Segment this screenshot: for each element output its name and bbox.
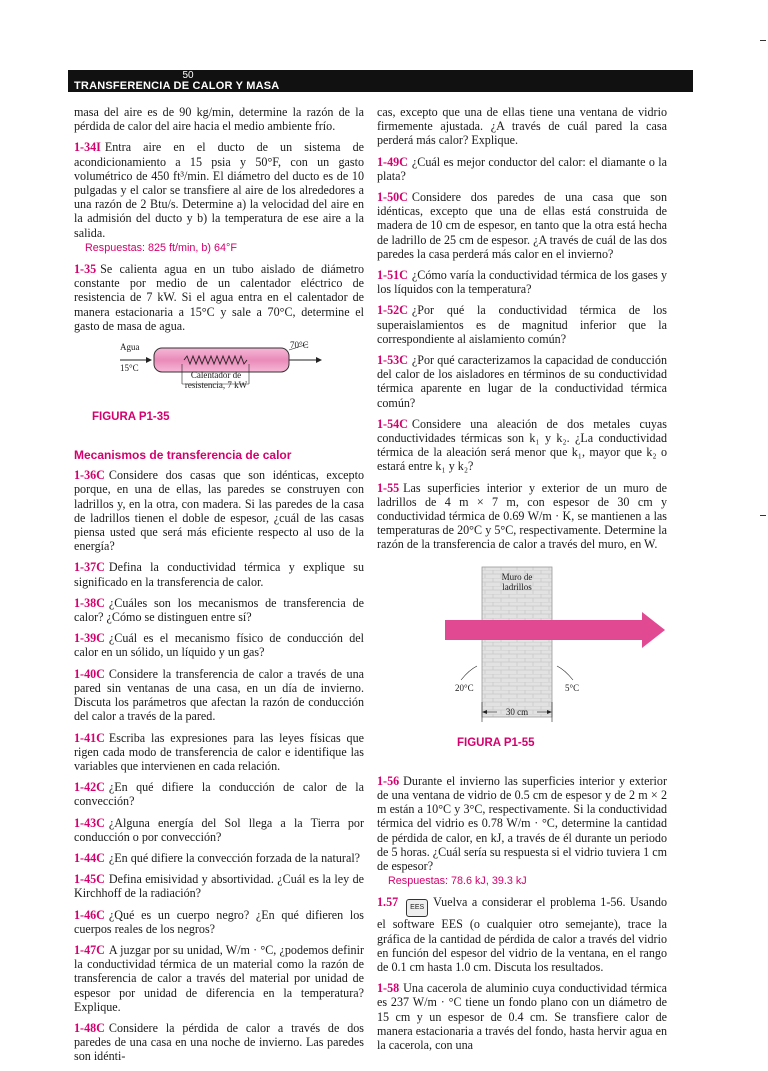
problem-text: Considere dos casas que son idénticas, excepto porque, en una de ellas, las paredes se construyen con ladrillos y, en la otra, con madera. Si las paredes de la casa de ladrillos tienen el doble de espesor, ¿cuál de las casas piensa usted que será más eficiente respecto al uso de la energía? [74, 468, 364, 554]
problem-text: Entra aire en el ducto de un sistema de acondicionamiento a 15 psia y 50°F, con un gasto volumétrico de 450 ft³/min. El diámetro del ducto es de 10 pulgadas y el calor se transfiere al aire de los alrededores a una razón de 2 Btu/s. Determine a) la velocidad del aire en la admisión del ducto y b) la temperatura de ese aire a la salida. [74, 140, 364, 240]
problem-1-58 [377, 981, 667, 1052]
problem-text: Considere dos paredes de una casa que son idénticas, excepto que una de ellas está construida de madera de 10 cm de espesor, en tanto que la otra está hecha de ladrillo de 25 cm de espesor. ¿A través de cuál de las dos paredes la casa perderá más calor en el invierno? [377, 190, 667, 261]
problem-number: 1.57 [377, 895, 399, 910]
page-number: 50 [182, 70, 194, 81]
answer-value: 825 ft/min, b) 64°F [148, 241, 237, 254]
problem-text: Considere la pérdida de calor a través de dos paredes de una casa en una noche de invierno. Las paredes son idénti- [74, 1020, 364, 1064]
problem-1-40 [74, 667, 364, 724]
problem-number: 1-40C [74, 666, 105, 681]
water-label: Agua [120, 342, 140, 353]
problem-1-44 [74, 851, 364, 865]
problem-1-37 [74, 560, 364, 588]
problem-1-46 [74, 908, 364, 936]
heater-label [174, 370, 258, 390]
problem-1-42 [74, 780, 364, 808]
answer-line [85, 241, 364, 255]
problem-number: 1-56 [377, 773, 400, 788]
problem-number: 1-55 [377, 480, 400, 495]
problem-number: 1-34I [74, 140, 101, 155]
problem-1-55 [377, 481, 667, 552]
problem-1-38 [74, 596, 364, 624]
problem-1-36 [74, 468, 364, 553]
problem-number: 1-47C [74, 942, 105, 957]
figure-caption: FIGURA P1-35 [92, 411, 170, 424]
problem-number: 1-38C [74, 595, 105, 610]
inlet-temp-label: 15°C [120, 363, 139, 374]
problem-text: ¿Cómo varía la conductividad térmica de los gases y los líquidos con la temperatura? [377, 268, 667, 297]
heater-label-line2: resistencia, 7 kW [184, 380, 248, 391]
problem-1-34 [74, 140, 364, 239]
problem-text: ¿Cuáles son los mecanismos de transferencia de calor? ¿Cómo se distinguen entre sí? [74, 595, 364, 625]
page-header [68, 70, 693, 92]
left-column [74, 105, 364, 1071]
page-title: TRANSFERENCIA DE CALOR Y MASA [74, 80, 280, 92]
problem-text: A juzgar por su unidad, W/m · °C, ¿podemos definir la conductividad térmica de un material como la razón de transferencia de calor a través del material por unidad de espesor por unidad de diferencia en la temperatura? Explique. [74, 942, 364, 1014]
thickness-label: 30 cm [505, 706, 529, 717]
problem-text: Una cacerola de aluminio cuya conductividad térmica es 237 W/m · °C tiene un fondo plano con un diámetro de 15 cm y un espesor de 0.4 cm. Se transfiere calor de manera estacionaria a través del fondo, hasta hervir agua en la cacerola, con una [377, 981, 667, 1052]
wall-label-line1: Muro de [501, 571, 533, 582]
section-heading: Mecanismos de transferencia de calor [74, 448, 292, 463]
problem-number: 1-53C [377, 353, 408, 368]
problem-text: Defina emisividad y absortividad. ¿Cuál es la ley de Kirchhoff de la radiación? [74, 872, 364, 901]
answer-value: 78.6 kJ, 39.3 kJ [451, 875, 527, 888]
problem-continuation: cas, excepto que una de ellas tiene una ventana de vidrio firmemente ajustada. ¿A través de cuál pared la casa perderá más calor? Explique. [377, 105, 667, 148]
problem-1-35 [74, 262, 364, 333]
problem-text: ¿Qué es un cuerpo negro? ¿En qué difieren los cuerpos reales de los negros? [74, 907, 364, 936]
outlet-temp-label: 70°C [290, 340, 309, 351]
problem-text: Escriba las expresiones para las leyes físicas que rigen cada modo de transferencia de calor e identifique las variables que intervienen en cada relación. [74, 730, 364, 773]
problem-text: ¿Alguna energía del Sol llega a la Tierra por conducción o por convección? [74, 815, 364, 844]
problem-1-54 [377, 417, 667, 474]
page-edge-mark [760, 40, 766, 41]
wall-label-line2: ladrillos [502, 581, 532, 592]
wall-label [482, 572, 552, 592]
problem-number: 1-52C [377, 303, 408, 318]
problem-number: 1-46C [74, 907, 105, 922]
problem-1-52 [377, 303, 667, 346]
problem-number: 1-42C [74, 780, 105, 795]
page-edge-mark [760, 515, 766, 516]
problem-number: 1-49C [377, 154, 408, 169]
problem-1-43 [74, 816, 364, 844]
figure-caption: FIGURA P1-55 [457, 736, 535, 749]
problem-text: ¿En qué difiere la convección forzada de la natural? [108, 850, 361, 865]
answer-label: Respuestas: [388, 875, 449, 888]
problem-number: 1-51C [377, 268, 408, 283]
problem-1-53 [377, 353, 667, 410]
problem-1-49 [377, 155, 667, 183]
problem-text: ¿Cuál es mejor conductor del calor: el diamante o la plata? [377, 154, 667, 183]
problem-text: Considere una aleación de dos metales cuyas conductividades térmicas son k₁ y k₂. ¿La conductividad térmica de la aleación será menor que k₁, mayor que k₂ o estará entre k₁ y k₂? [377, 416, 667, 474]
problem-number: 1-45C [74, 872, 105, 887]
problem-number: 1-35 [74, 262, 97, 277]
figure-p1-35 [74, 340, 364, 432]
problem-number: 1-50C [377, 190, 408, 205]
problem-text: Defina la conductividad térmica y explique su significado en la transferencia de calor. [74, 560, 364, 589]
heater-label-line1: Calentador de [190, 370, 242, 381]
problem-1-50 [377, 190, 667, 261]
problem-1-45 [74, 872, 364, 900]
problem-1-47 [74, 943, 364, 1014]
software-icon: EES [406, 899, 428, 917]
answer-line [388, 874, 667, 888]
problem-number: 1-48C [74, 1020, 105, 1035]
problem-text: ¿Por qué la conductividad térmica de los superaislamientos es de magnitud inferior que la correspondiente al aislamiento común? [377, 303, 667, 346]
right-column [377, 105, 667, 1059]
problem-1-57 [377, 895, 667, 974]
problem-number: 1-43C [74, 815, 105, 830]
problem-1-48 [74, 1021, 364, 1064]
problem-text: Las superficies interior y exterior de un muro de ladrillos de 4 m × 7 m, con espesor de 30 cm y conductividad térmica de 0.69 W/m · K, se mantienen a las temperaturas de 20°C y 5°C, respectivamente. Determine la razón de la transferencia de calor a través del muro, en W. [377, 480, 667, 552]
problem-text: ¿Por qué caracterizamos la capacidad de conducción del calor de los aisladores en términos de su conductividad térmica aparente en lugar de la conductividad térmica común? [377, 353, 667, 410]
problem-1-39 [74, 631, 364, 659]
problem-text: ¿En qué difiere la conducción de calor de la convección? [74, 780, 364, 809]
problem-text: Vuelva a considerar el problema 1-56. Usando el software EES (o cualquier otro semejante), trace la gráfica de la cantidad de pérdida de calor a través del vidrio en función del espesor del vidrio de la ventana, en el rango de 0.1 cm hasta 1.0 cm. Discuta los resultados. [377, 895, 667, 974]
problem-text: ¿Cuál es el mecanismo físico de conducción del calor en un sólido, un líquido y un gas? [74, 631, 364, 660]
problem-number: 1-58 [377, 981, 400, 996]
problem-text: Considere la transferencia de calor a través de una pared sin ventanas de una casa, en un día de invierno. Discuta los parámetros que afectan la razón de conducción del calor a través de la pared. [74, 666, 364, 724]
problem-number: 1-36C [74, 468, 105, 483]
problem-number: 1-44C [74, 850, 105, 865]
problem-text: Durante el invierno las superficies interior y exterior de una ventana de vidrio de 0.5 cm de espesor y de 2 m × 2 m están a 10°C y 3°C, respectivamente. Si la conductividad térmica del vidrio es 0.78 W/m · °C, determine la cantidad de pérdida de calor, en kJ, a través de él durante un periodo de 5 horas. ¿Cuál sería su respuesta si el vidrio tuviera 1 cm de espesor? [377, 773, 667, 873]
outside-temp-label: 5°C [565, 682, 580, 693]
figure-p1-55 [377, 562, 667, 774]
problem-number: 1-37C [74, 560, 105, 575]
answer-label: Respuestas: [85, 241, 146, 254]
problem-1-41 [74, 731, 364, 774]
problem-continuation: masa del aire es de 90 kg/min, determine la razón de la pérdida de calor del aire hacia el medio ambiente frío. [74, 105, 364, 134]
problem-1-56 [377, 774, 667, 873]
problem-number: 1-41C [74, 730, 105, 745]
problem-text: Se calienta agua en un tubo aislado de diámetro constante por medio de un calentador eléctrico de resistencia de 7 kW. Si el agua entra en el calentador de manera estacionaria a 15°C y sale a 70°C, determine el gasto de masa de agua. [74, 262, 364, 333]
problem-number: 1-39C [74, 631, 105, 646]
problem-1-51 [377, 268, 667, 296]
inside-temp-label: 20°C [455, 682, 474, 693]
problem-number: 1-54C [377, 416, 408, 431]
